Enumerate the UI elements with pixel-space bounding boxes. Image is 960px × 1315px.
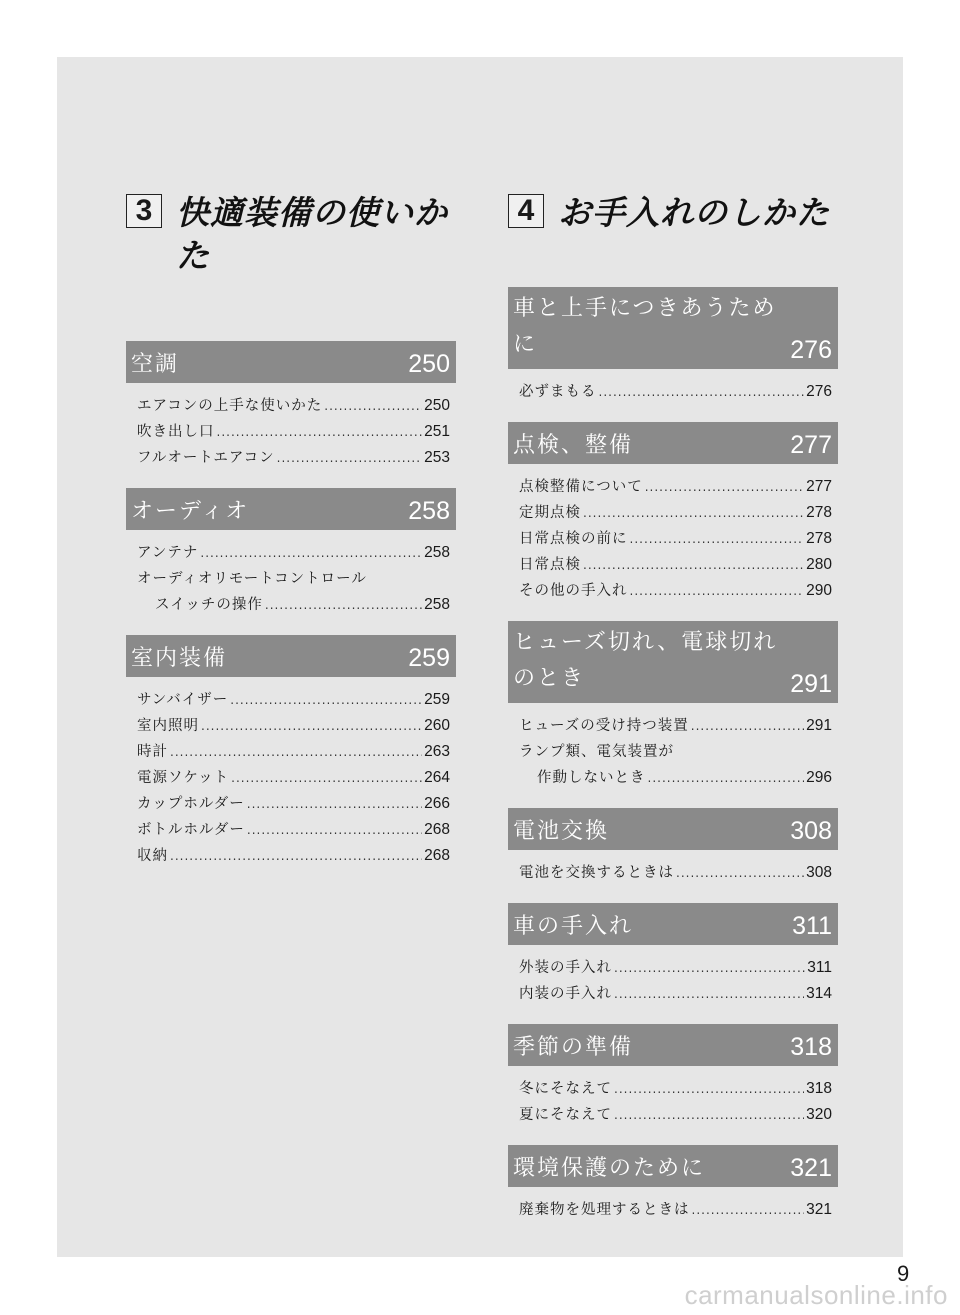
entry-label: アンテナ (137, 545, 199, 561)
entry-list (508, 379, 838, 405)
entry-label: フルオートエアコン (137, 450, 275, 466)
leader-dots (170, 843, 422, 869)
entry-page: 268 (424, 847, 450, 864)
entry-label: エアコンの上手な使いかた (137, 398, 323, 414)
entry-page: 258 (424, 596, 450, 613)
entry-list (508, 713, 838, 791)
entry-label: 作動しないとき (537, 770, 646, 786)
entry-label: ヒューズの受け持つ装置 (519, 718, 689, 734)
entry-label: 日常点検 (519, 557, 581, 573)
chapter-4-column (508, 191, 838, 1240)
section-page-number: 321 (790, 1154, 832, 1182)
leader-dots (599, 379, 805, 405)
toc-entry[interactable] (519, 578, 832, 604)
toc-entry[interactable] (519, 500, 832, 526)
chapter-3-column (126, 191, 456, 886)
section-header[interactable] (508, 808, 838, 850)
toc-entry[interactable] (519, 1076, 832, 1102)
entry-list (126, 687, 456, 869)
leader-dots (645, 474, 804, 500)
entry-list (126, 393, 456, 471)
toc-entry[interactable] (137, 687, 450, 713)
chapter-heading (126, 191, 456, 341)
leader-dots (583, 552, 804, 578)
leader-dots (217, 419, 423, 445)
entry-page: 266 (424, 795, 450, 812)
section-header[interactable] (508, 621, 838, 703)
entry-page: 277 (806, 478, 832, 495)
entry-list (508, 474, 838, 604)
entry-page: 268 (424, 821, 450, 838)
section-header[interactable] (508, 1024, 838, 1066)
leader-dots (230, 687, 422, 713)
section-page-number: 311 (792, 912, 832, 940)
leader-dots (630, 526, 805, 552)
watermark-text: carmanualsonline.info (684, 1280, 948, 1310)
toc-entry[interactable] (137, 739, 450, 765)
section-header[interactable] (126, 488, 456, 530)
leader-dots (170, 739, 422, 765)
entry-label: 電源ソケット (137, 770, 230, 786)
entry-label: サンバイザー (137, 692, 229, 708)
entry-label: 点検整備について (519, 479, 643, 495)
entry-label: 室内照明 (137, 718, 199, 734)
entry-page: 276 (806, 383, 832, 400)
entry-page: 253 (424, 449, 450, 466)
leader-dots (614, 1076, 804, 1102)
section-header[interactable] (126, 635, 456, 677)
entry-label: 内装の手入れ (519, 986, 612, 1002)
toc-entry[interactable] (519, 552, 832, 578)
toc-entry[interactable] (137, 843, 450, 869)
toc-entry[interactable] (519, 474, 832, 500)
toc-entry[interactable] (137, 765, 450, 791)
entry-page: 320 (806, 1106, 832, 1123)
chapter-number-badge: 4 (508, 194, 544, 228)
entry-label: 時計 (137, 744, 168, 760)
leader-dots (614, 981, 804, 1007)
entry-label: 吹き出し口 (137, 424, 215, 440)
toc-entry[interactable] (137, 540, 450, 566)
leader-dots (200, 540, 422, 566)
entry-label: カップホルダー (137, 796, 245, 812)
toc-entry[interactable] (519, 1197, 832, 1223)
leader-dots (265, 592, 422, 618)
leader-dots (676, 860, 804, 886)
toc-entry[interactable] (519, 860, 832, 886)
section-header[interactable] (126, 341, 456, 383)
toc-entry[interactable] (137, 393, 450, 419)
section-title: ヒューズ切れ、電球切れのとき (513, 630, 778, 691)
entry-page: 260 (424, 717, 450, 734)
manual-page (57, 57, 910, 1286)
section-title: 季節の準備 (513, 1035, 634, 1060)
toc-entry[interactable] (519, 1102, 832, 1128)
toc-entry[interactable] (519, 713, 832, 739)
entry-label: 収納 (137, 848, 168, 864)
entry-label: 電池を交換するときは (519, 865, 674, 881)
entry-page: 250 (424, 397, 450, 414)
section-title: 空調 (131, 352, 180, 377)
section-page-number: 291 (790, 670, 832, 698)
entry-first-line[interactable]: オーディオリモートコントロール (137, 571, 367, 587)
leader-dots (692, 1197, 805, 1223)
toc-entry[interactable] (137, 592, 450, 618)
leader-dots (583, 500, 804, 526)
section-page-number: 258 (408, 497, 450, 525)
chapter-number-badge: 3 (126, 194, 162, 228)
entry-page: 278 (806, 530, 832, 547)
section-title: 環境保護のために (513, 1156, 706, 1181)
chapter-title: 快適装備の使いかた (176, 193, 448, 275)
leader-dots (247, 817, 422, 843)
toc-entry[interactable] (137, 445, 450, 471)
section-header[interactable] (508, 1145, 838, 1187)
entry-label: スイッチの操作 (155, 597, 263, 613)
entry-list (508, 1076, 838, 1128)
toc-entry[interactable] (519, 981, 832, 1007)
entry-page: 314 (806, 985, 832, 1002)
entry-page: 278 (806, 504, 832, 521)
toc-entry[interactable] (519, 765, 832, 791)
page-number: 9 (897, 1261, 910, 1286)
leader-dots (231, 765, 422, 791)
entry-label: 日常点検の前に (519, 531, 628, 547)
entry-page: 258 (424, 544, 450, 561)
section-title: オーディオ (131, 499, 250, 524)
toc-entry[interactable] (137, 817, 450, 843)
entry-page: 280 (806, 556, 832, 573)
toc-entry[interactable] (519, 526, 832, 552)
chapter-title: お手入れのしかた (558, 193, 830, 232)
entry-list (508, 1197, 838, 1223)
leader-dots (247, 791, 422, 817)
entry-first-line[interactable]: ランプ類、電気装置が (519, 744, 674, 760)
entry-label: その他の手入れ (519, 583, 628, 599)
entry-label: ボトルホルダー (137, 822, 245, 838)
section-page-number: 276 (790, 336, 832, 364)
section-page-number: 318 (790, 1033, 832, 1061)
section-title: 車の手入れ (513, 914, 634, 939)
entry-page: 321 (806, 1201, 832, 1218)
section-title: 室内装備 (131, 646, 228, 671)
section-page-number: 308 (790, 817, 832, 845)
section-title: 点検、整備 (513, 433, 634, 458)
entry-label: 外装の手入れ (519, 960, 612, 976)
entry-page: 251 (424, 423, 450, 440)
section-header[interactable] (508, 422, 838, 464)
chapter-heading (508, 191, 838, 287)
leader-dots (201, 713, 422, 739)
section-title: 電池交換 (513, 819, 610, 844)
toc-entry[interactable] (137, 791, 450, 817)
leader-dots (648, 765, 805, 791)
entry-list (508, 860, 838, 886)
leader-dots (324, 393, 422, 419)
entry-page: 296 (806, 769, 832, 786)
leader-dots (691, 713, 804, 739)
section-header[interactable] (508, 287, 838, 369)
entry-page: 291 (806, 717, 832, 734)
leader-dots (277, 445, 423, 471)
entry-label: 冬にそなえて (519, 1081, 612, 1097)
entry-label: 必ずまもる (519, 384, 597, 400)
entry-page: 290 (806, 582, 832, 599)
leader-dots (630, 578, 805, 604)
toc-entry[interactable] (137, 713, 450, 739)
section-page-number: 250 (408, 350, 450, 378)
leader-dots (614, 1102, 804, 1128)
section-header[interactable] (508, 903, 838, 945)
toc-entry[interactable] (519, 379, 832, 405)
entry-page: 308 (806, 864, 832, 881)
entry-page: 318 (806, 1080, 832, 1097)
entry-list (508, 955, 838, 1007)
entry-label: 定期点検 (519, 505, 581, 521)
toc-entry[interactable] (137, 419, 450, 445)
toc-entry[interactable] (519, 955, 832, 981)
entry-label: 夏にそなえて (519, 1107, 612, 1123)
entry-list (126, 540, 456, 618)
section-title: 車と上手につきあうために (513, 296, 777, 357)
entry-page: 263 (424, 743, 450, 760)
leader-dots (614, 955, 805, 981)
entry-page: 264 (424, 769, 450, 786)
section-page-number: 277 (790, 431, 832, 459)
entry-page: 311 (807, 959, 832, 976)
section-page-number: 259 (408, 644, 450, 672)
entry-page: 259 (424, 691, 450, 708)
entry-label: 廃棄物を処理するときは (519, 1202, 690, 1218)
